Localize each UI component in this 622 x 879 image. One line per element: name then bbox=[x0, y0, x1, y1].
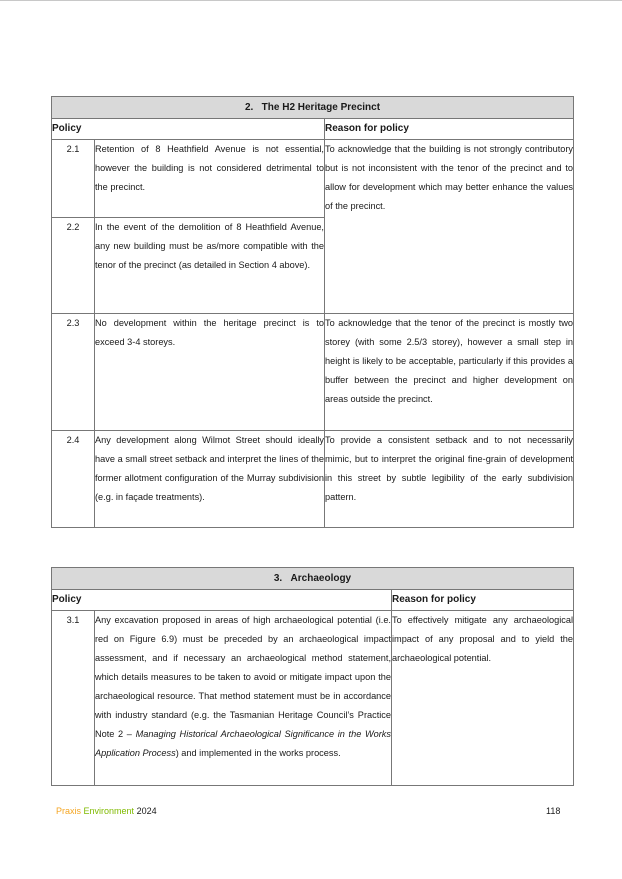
policy-text: Retention of 8 Heathfield Avenue is not essential, however the building is not considered detrimental to the precinct. bbox=[95, 140, 325, 218]
footer-brand bbox=[56, 806, 157, 816]
policy-number: 2.3 bbox=[52, 314, 95, 431]
column-header-reason: Reason for policy bbox=[325, 119, 574, 140]
policy-text-italic: Managing Historical Archaeological Significance in the Works Application Process bbox=[95, 729, 391, 758]
column-header-reason: Reason for policy bbox=[392, 590, 574, 611]
footer-year: 2024 bbox=[136, 806, 157, 816]
reason-text: To acknowledge that the tenor of the precinct is mostly two storey (with some 2.5/3 storey), however a small step in height is likely to be acceptable, particularly if this provides a buffer between the precinct and higher development on areas outside the precinct. bbox=[325, 314, 574, 431]
reason-text: To acknowledge that the building is not strongly contributory but is not inconsistent with the tenor of the precinct and to allow for development which may better enhance the values of the precinct. bbox=[325, 140, 574, 314]
policy-text: In the event of the demolition of 8 Heathfield Avenue, any new building must be as/more compatible with the tenor of the precinct (as detailed in Section 4 above). bbox=[95, 218, 325, 314]
policy-table-heritage-precinct bbox=[51, 96, 574, 528]
policy-number: 3.1 bbox=[52, 611, 95, 786]
policy-text bbox=[95, 611, 392, 786]
policy-text: Any development along Wilmot Street should ideally have a small street setback and interpret the lines of the former allotment configuration of the Murray subdivision (e.g. in façade treatments). bbox=[95, 431, 325, 528]
column-header-policy: Policy bbox=[52, 590, 392, 611]
section-title: 3. Archaeology bbox=[52, 568, 574, 590]
reason-text: To effectively mitigate any archaeological impact of any proposal and to yield the archaeological potential. bbox=[392, 611, 574, 786]
policy-text: No development within the heritage precinct is to exceed 3-4 storeys. bbox=[95, 314, 325, 431]
policy-number: 2.2 bbox=[52, 218, 95, 314]
page-number: 118 bbox=[546, 806, 561, 816]
column-header-policy: Policy bbox=[52, 119, 325, 140]
reason-text: To provide a consistent setback and to not necessarily mimic, but to interpret the original fine-grain of development in this street by subtle legibility of the early subdivision pattern. bbox=[325, 431, 574, 528]
brand-name-part1: Praxis bbox=[56, 806, 82, 816]
policy-text-part: Any excavation proposed in areas of high archaeological potential (i.e. red on Figure 6.9) must be preceded by an archaeological impact assessment, and if necessary an archaeological method statement, which details measures to be taken to avoid or mitigate impact upon the archaeological resource. That method statement must be in accordance with industry standard (e.g. the Tasmanian Heritage Council’s Practice Note 2 – bbox=[95, 615, 391, 739]
page-top-border bbox=[0, 0, 622, 1]
policy-table-archaeology bbox=[51, 567, 574, 786]
section-title: 2. The H2 Heritage Precinct bbox=[52, 97, 574, 119]
policy-text-part: ) and implemented in the works process. bbox=[175, 748, 341, 758]
brand-name-part2: Environment bbox=[83, 806, 135, 816]
policy-number: 2.1 bbox=[52, 140, 95, 218]
policy-number: 2.4 bbox=[52, 431, 95, 528]
